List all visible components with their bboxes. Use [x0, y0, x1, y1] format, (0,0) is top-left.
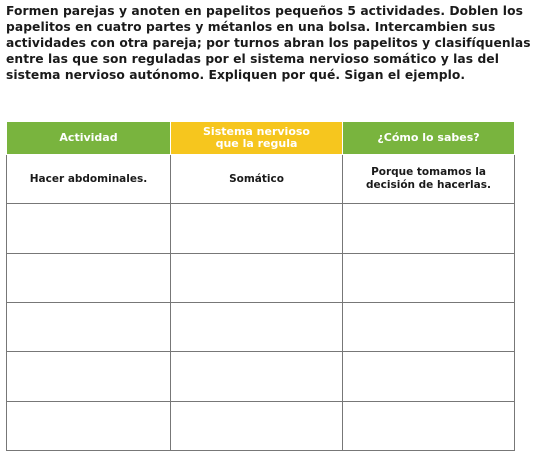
- table-row-example: [7, 155, 515, 204]
- header-sistema-nervioso: [171, 122, 343, 155]
- cell-como-empty[interactable]: [343, 352, 515, 401]
- cell-actividad-empty[interactable]: [7, 302, 171, 351]
- cell-actividad-empty[interactable]: [7, 253, 171, 302]
- cell-actividad-empty[interactable]: [7, 204, 171, 253]
- header-sistema-line2: que la regula: [215, 137, 298, 150]
- cell-sistema-empty[interactable]: [171, 204, 343, 253]
- cell-como-example: Porque tomamos la decisión de hacerlas.: [343, 155, 515, 204]
- activity-classification-table: [6, 121, 515, 451]
- table-row-empty: [7, 204, 515, 253]
- cell-sistema-empty[interactable]: [171, 352, 343, 401]
- instructions-text: Formen parejas y anoten en papelitos pequeños 5 actividades. Doblen los papelitos en cuatro partes y métanlos en una bolsa. Intercambien sus actividades con otra pareja; por turnos abran los papelitos y clasifíquenlas entre las que son reguladas por el sistema nervioso somático y las del sistema nervioso autónomo. Expliquen por qué. Sigan el ejemplo.: [6, 4, 531, 82]
- table-row-empty: [7, 401, 515, 450]
- header-como-lo-sabes: ¿Cómo lo sabes?: [343, 122, 515, 155]
- cell-sistema-example: Somático: [171, 155, 343, 204]
- cell-como-empty[interactable]: [343, 204, 515, 253]
- header-actividad: Actividad: [7, 122, 171, 155]
- cell-sistema-empty[interactable]: [171, 401, 343, 450]
- table-row-empty: [7, 253, 515, 302]
- cell-como-empty[interactable]: [343, 302, 515, 351]
- cell-actividad-example: Hacer abdominales.: [7, 155, 171, 204]
- cell-como-empty[interactable]: [343, 253, 515, 302]
- table-row-empty: [7, 352, 515, 401]
- header-sistema-line1: Sistema nervioso: [203, 125, 310, 138]
- table-header-row: [7, 122, 515, 155]
- cell-actividad-empty[interactable]: [7, 401, 171, 450]
- table-row-empty: [7, 302, 515, 351]
- cell-sistema-empty[interactable]: [171, 253, 343, 302]
- cell-actividad-empty[interactable]: [7, 352, 171, 401]
- cell-sistema-empty[interactable]: [171, 302, 343, 351]
- cell-como-empty[interactable]: [343, 401, 515, 450]
